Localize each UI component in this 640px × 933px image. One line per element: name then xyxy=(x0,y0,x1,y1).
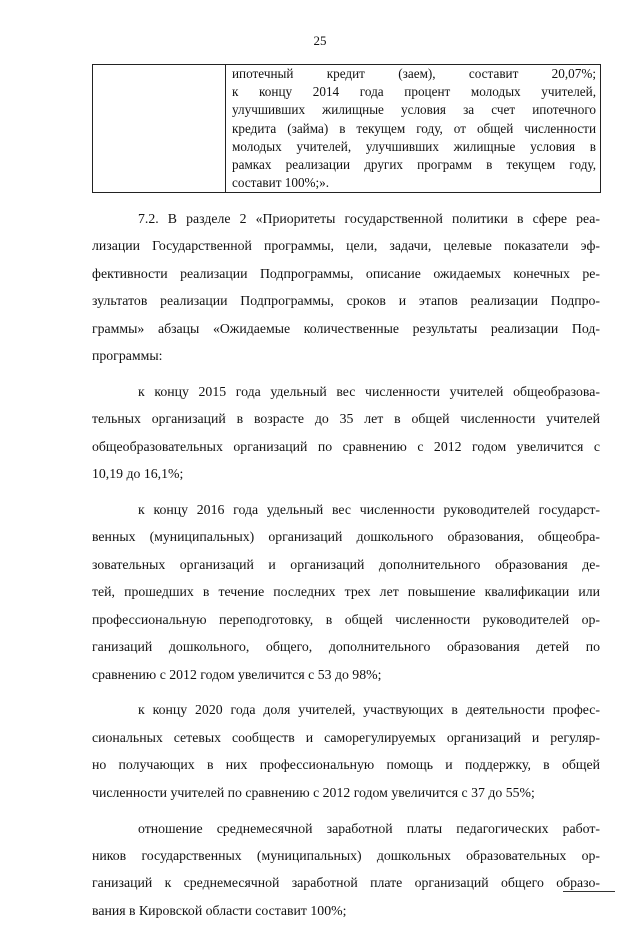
table-text-line: ипотечный кредит (заем), составит 20,07%; xyxy=(232,66,596,81)
paragraph-section-7-2 xyxy=(92,205,600,369)
text-line: ганизаций к среднемесячной заработной плате организаций общего образо- xyxy=(92,875,600,891)
text-line: профессиональную переподготовку, в общей численности руководителей ор- xyxy=(92,611,600,627)
table-cell-text xyxy=(226,65,601,193)
paragraph-2015-teachers xyxy=(92,378,600,488)
text-line: сравнению с 2012 годом увеличится с 53 до 98%; xyxy=(92,666,382,682)
paragraph-2016-managers xyxy=(92,496,600,688)
text-line: венных (муниципальных) организаций дошкольного образования, общеобра- xyxy=(92,529,600,545)
text-line: отношение среднемесячной заработной платы педагогических работ- xyxy=(138,820,600,836)
text-line: тей, прошедших в течение последних трех лет повышение квалификации или xyxy=(92,584,600,600)
text-line: зовательных организаций и организаций дополнительного образования де- xyxy=(92,556,600,572)
text-line: сиональных сетевых сообществ и саморегулируемых организаций и регуляр- xyxy=(92,729,600,745)
paragraph-2020-communities xyxy=(92,696,600,806)
paragraph-salary-ratio xyxy=(92,815,600,925)
text-line: численности учителей по сравнению с 2012 годом увеличится с 37 до 55%; xyxy=(92,784,535,800)
table-text-line: к концу 2014 года процент молодых учителей, xyxy=(232,84,596,100)
text-line: граммы» абзацы «Ожидаемые количественные результаты реализации Под- xyxy=(92,320,600,336)
text-line: фективности реализации Подпрограммы, описание ожидаемых конечных ре- xyxy=(92,265,600,281)
text-line: ганизаций дошкольного, общего, дополнительного образования детей по xyxy=(92,639,600,655)
table-text-line: молодых учителей, улучшивших жилищные условия в xyxy=(232,138,596,154)
table-cell-empty xyxy=(93,65,226,193)
text-line: вания в Кировской области составит 100%; xyxy=(92,902,347,918)
text-line: 10,19 до 16,1%; xyxy=(92,466,184,482)
text-line: программы: xyxy=(92,348,163,364)
table-text-line: улучшивших жилищные условия за счет ипотечного xyxy=(232,102,596,118)
text-line: но получающих в них профессиональную помощь и поддержку, в общей xyxy=(92,757,600,773)
table-text-line: составит 100%;». xyxy=(232,175,330,191)
text-line: к концу 2016 года удельный вес численности руководителей государст- xyxy=(138,502,600,518)
text-line: зультатов реализации Подпрограммы, сроков и этапов реализации Подпро- xyxy=(92,293,600,309)
text-line: ников государственных (муниципальных) дошкольных образовательных ор- xyxy=(92,847,600,863)
page-number: 25 xyxy=(313,33,327,48)
table-row xyxy=(93,65,601,193)
text-line: к концу 2015 года удельный вес численности учителей общеобразова- xyxy=(138,383,600,399)
document-body xyxy=(92,205,600,933)
continuation-table xyxy=(92,64,601,193)
text-line: 7.2. В разделе 2 «Приоритеты государственной политики в сфере реа- xyxy=(138,211,600,226)
text-line: лизации Государственной программы, цели, задачи, целевые показатели эф- xyxy=(92,238,600,254)
table-text-line: рамках реализации других программ в текущем году, xyxy=(232,157,596,173)
footer-rule xyxy=(563,891,615,892)
text-line: тельных организаций в возрасте до 35 лет в общей численности учителей xyxy=(92,411,600,427)
text-line: к концу 2020 года доля учителей, участвующих в деятельности профес- xyxy=(138,702,600,718)
table-text-line: кредита (займа) в текущем году, от общей численности xyxy=(232,120,596,136)
text-line: общеобразовательных организаций по сравнению с 2012 годом увеличится с xyxy=(92,438,600,454)
